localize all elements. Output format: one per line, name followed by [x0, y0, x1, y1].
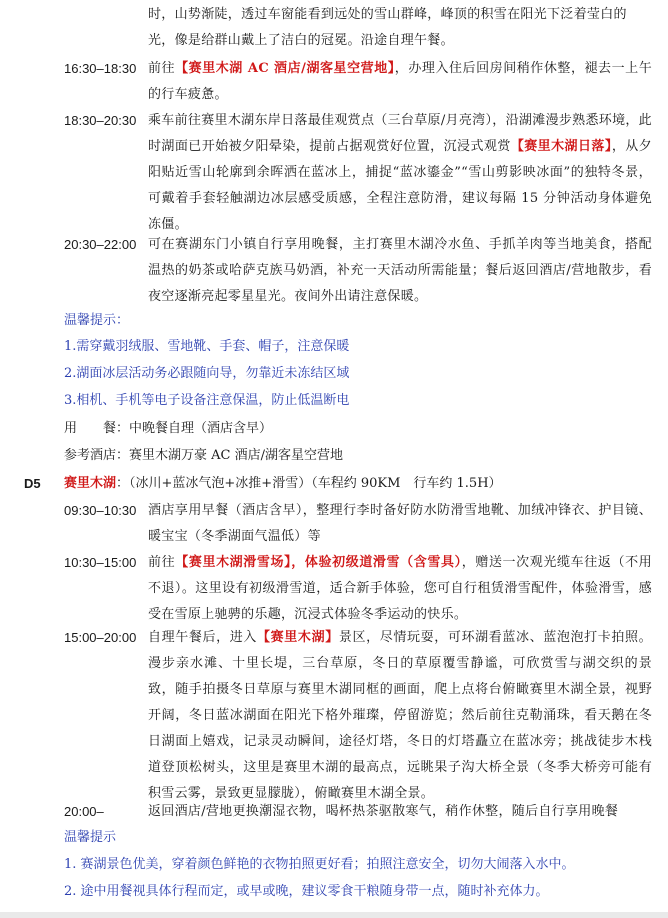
text-line: 时，山势渐陡，透过车窗能看到远处的雪山群峰，峰顶的积雪在阳光下泛着莹白的 — [148, 7, 627, 22]
highlight-text: 【赛里木湖日落】 — [510, 139, 612, 154]
text-line: 光，像是给群山戴上了洁白的冠冕。沿途自理午餐。 — [148, 33, 454, 48]
desc-text: 酒店享用早餐（酒店含早），整理行李时备好防水防滑雪地靴、加绒冲锋衣、护目镜、暖宝宝（冬季湖面气温低）等 — [148, 503, 652, 544]
hotel-info: 参考酒店：赛里木湖万豪 AC 酒店/湖客星空营地 — [64, 448, 343, 463]
desc-text: ，赠送一次观光缆车往返（不用不退）。这里设有初级滑雪道，适合新手体验，您可自行租赁滑雪配件，体验滑雪，感受在雪原上驰骋的乐趣，沉浸式体验冬季运动的快乐。 — [148, 555, 652, 622]
bottom-divider — [0, 912, 668, 918]
highlight-text: 【赛里木湖滑雪场】，体验初级道滑雪（含雪具） — [175, 555, 462, 570]
time-label: 20:00– — [64, 804, 104, 819]
meal-info: 用 餐：中晚餐自理（酒店含早） — [64, 421, 273, 436]
schedule-desc — [148, 108, 652, 238]
desc-text: 可在赛湖东门小镇自行享用晚餐，主打赛里木湖冷水鱼、手抓羊肉等当地美食，搭配温热的奶茶或哈萨克族马奶酒，补充一天活动所需能量；餐后返回酒店/营地散步，看夜空逐渐亮起零星星光。夜间外出请注意保暖。 — [148, 237, 652, 304]
schedule-desc — [148, 498, 652, 550]
desc-text: 景区，尽情玩耍，可环湖看蓝冰、蓝泡泡打卡拍照。漫步亲水滩、十里长堤，三台草原，冬日的草原覆雪静谧，可欣赏雪与湖交织的景致，随手拍摄冬日草原与赛里木湖同框的画面，爬上点将台俯瞰赛里木湖全景，视野开阔，冬日蓝冰湖面在阳光下格外璀璨，停留游览；然后前往克勒涌珠，看天鹅在冬日湖面上嬉戏，记录灵动瞬间，途径灯塔，冬日的灯塔矗立在蓝冰旁；挑战徒步木栈道登顶松树头，这里是赛里木湖的最高点，远眺果子沟大桥全景（冬季大桥旁可能有积雪云雾，景致更显朦胧），俯瞰赛里木湖全景。 — [148, 630, 652, 801]
day-label: D5 — [24, 476, 41, 491]
desc-text: ，办理入住后回房间稍作休整，褪去一上午的行车疲惫。 — [148, 61, 652, 102]
tips-title: 温馨提示 — [64, 830, 117, 845]
desc-text: 前往 — [148, 555, 176, 570]
continued-paragraph — [148, 2, 652, 54]
schedule-desc — [148, 799, 652, 825]
tip-item: 1. 赛湖景色优美，穿着颜色鲜艳的衣物拍照更好看；拍照注意安全，切勿大闹落入水中。 — [64, 857, 575, 872]
tips-title: 温馨提示： — [64, 313, 130, 328]
desc-text: 乘车前往赛里木湖东岸日落最佳观赏点（三台草原/月亮湾），沿湖滩漫步熟悉环境，此时湖面已开始被夕阳晕染，提前占据观赏好位置，沉浸式观赏 — [148, 113, 652, 154]
desc-text: ，从夕阳贴近雪山轮廓到余晖洒在蓝冰上，捕捉“蓝冰鎏金”“雪山剪影映冰面”的独特冬景，可戴着手套轻触湖边冰层感受质感，全程注意防滑，建议每隔 15 分钟活动身体避免冻僵。 — [148, 139, 652, 232]
time-label: 09:30–10:30 — [64, 503, 137, 518]
highlight-text: 【赛里木湖 AC 酒店/湖客星空营地】 — [175, 61, 395, 76]
highlight-text: 【赛里木湖】 — [257, 630, 339, 645]
tip-item: 2. 途中用餐视具体行程而定，或早或晚，建议零食干粮随身带一点，随时补充体力。 — [64, 884, 549, 899]
time-label: 10:30–15:00 — [64, 555, 137, 570]
schedule-desc — [148, 56, 652, 108]
day-summary: ：（冰川+蓝冰气泡+冰推+滑雪）（车程约 90KM 行车约 1.5H） — [116, 476, 502, 491]
tip-item: 2.湖面冰层活动务必跟随向导，勿靠近未冻结区域 — [64, 366, 350, 381]
time-label: 16:30–18:30 — [64, 61, 137, 76]
desc-text: 前往 — [148, 61, 176, 76]
time-label: 15:00–20:00 — [64, 630, 137, 645]
time-label: 20:30–22:00 — [64, 237, 137, 252]
time-label: 18:30–20:30 — [64, 113, 137, 128]
schedule-desc — [148, 232, 652, 310]
desc-text: 自理午餐后，进入 — [148, 630, 258, 645]
day-title — [64, 471, 502, 497]
schedule-desc — [148, 550, 652, 628]
desc-text: 返回酒店/营地更换潮湿衣物，喝杯热茶驱散寒气，稍作休整，随后自行享用晚餐 — [148, 804, 619, 819]
tip-item: 3.相机、手机等电子设备注意保温，防止低温断电 — [64, 393, 350, 408]
schedule-desc — [148, 625, 652, 807]
day-destination: 赛里木湖 — [64, 476, 117, 491]
tip-item: 1.需穿戴羽绒服、雪地靴、手套、帽子，注意保暖 — [64, 339, 350, 354]
